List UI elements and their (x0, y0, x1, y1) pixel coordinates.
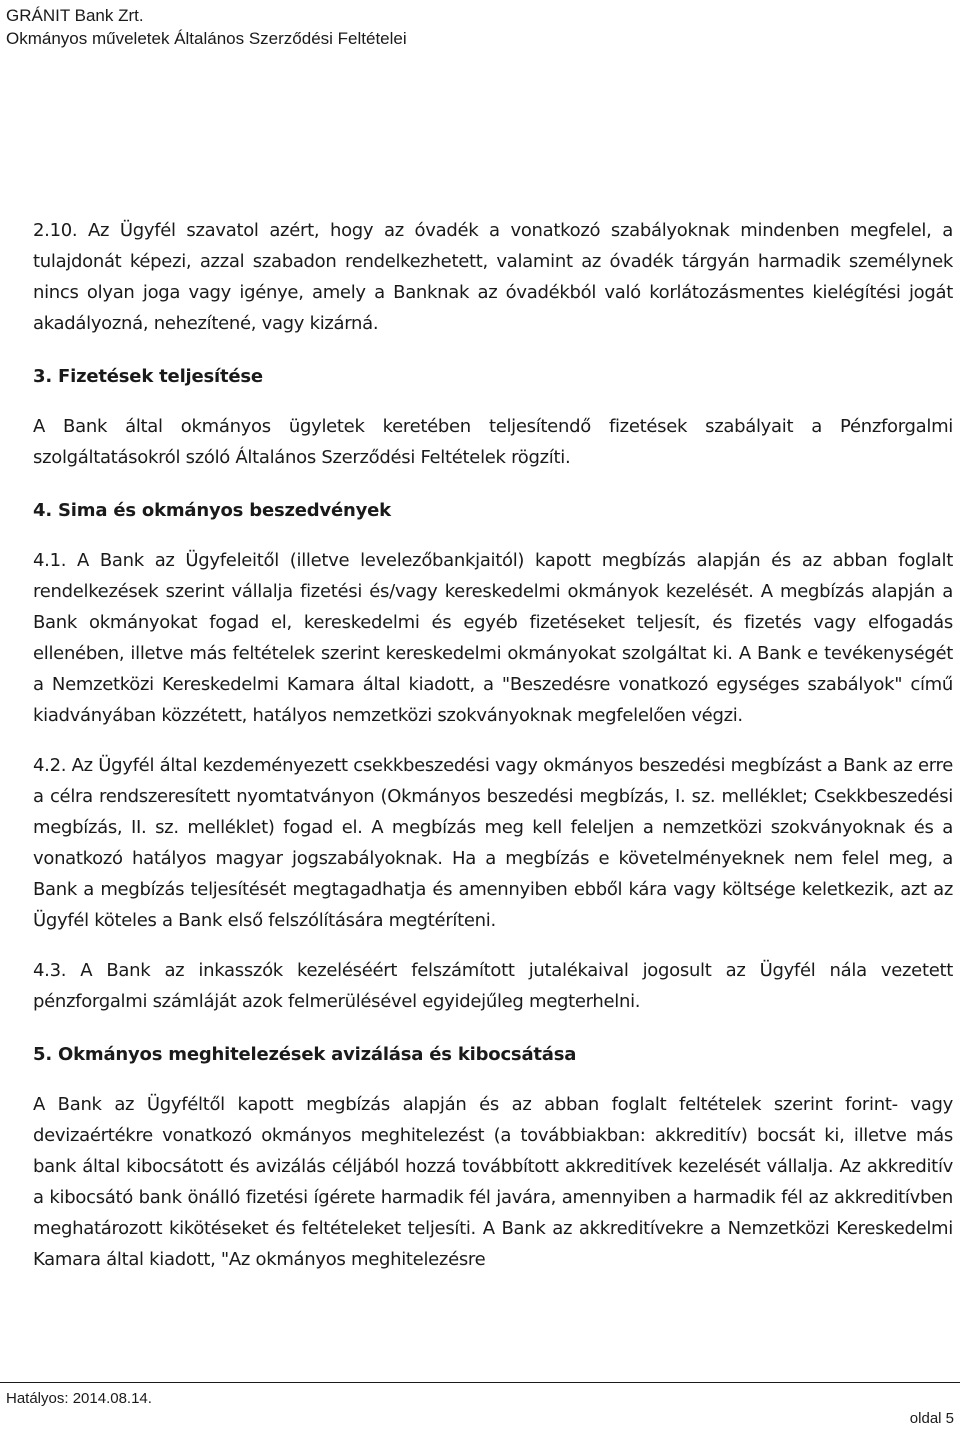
paragraph-2-10: 2.10. Az Ügyfél szavatol azért, hogy az óvadék a vonatkozó szabályoknak mindenben megfelel, a tulajdonát képezi, azzal szabadon rendelkezhetett, valamint az óvadék tárgyán harmadik személynek nincs olyan joga vagy igénye, amely a Banknak az óvadékból való korlátozásmentes kielégítési jogát akadályozná, nehezítené, vagy kizárná. (33, 220, 953, 334)
paragraph-5: A Bank az Ügyféltől kapott megbízás alapján és az abban foglalt feltételek szerint forint- vagy devizaértékre vonatkozó okmányos meghitelezést (a továbbiakban: akkreditív) bocsát ki, illetve más bank által kibocsátott és avizálás céljából hozzá továbbított akkreditívek kezelését vállalja. Az akkreditív a kibocsátó bank önálló fizetési ígérete harmadik fél javára, amennyiben a harmadik fél az akkreditívben meghatározott kikötéseket és feltételeket teljesíti. A Bank az akkreditívekre a Nemzetközi Kereskedelmi Kamara által kiadott, "Az okmányos meghitelezésre (33, 1094, 953, 1270)
section-heading-5: 5. Okmányos meghitelezések avizálása és kibocsátása (33, 1044, 577, 1065)
footer-divider (0, 1382, 960, 1383)
document-body (33, 215, 953, 1275)
document-title: Okmányos műveletek Általános Szerződési Feltételei (6, 29, 407, 48)
paragraph-4-1: 4.1. A Bank az Ügyfeleitől (illetve levelezőbankjaitól) kapott megbízás alapján és az abban foglalt rendelkezések szerint vállalja fizetési és/vagy kereskedelmi okmányok kezelését. A megbízás alapján a Bank okmányokat fogad el, kereskedelmi és egyéb fizetéseket teljesít, és fizetés vagy elfogadás ellenében, illetve más feltételek szerint kereskedelmi okmányokat szolgáltat ki. A Bank e tevékenységét a Nemzetközi Kereskedelmi Kamara által kiadott, a "Beszedésre vonatkozó egységes szabályok" című kiadványában közzétett, hatályos nemzetközi szokványoknak megfelelően végzi. (33, 550, 953, 726)
paragraph-4-2: 4.2. Az Ügyfél által kezdeményezett csekkbeszedési vagy okmányos beszedési megbízást a Bank az erre a célra rendszeresített nyomtatványon (Okmányos beszedési megbízás, I. sz. melléklet; Csekkbeszedési megbízás, II. sz. melléklet) fogad el. A megbízás meg kell feleljen a nemzetközi szokványoknak és a vonatkozó hatályos magyar jogszabályoknak. Ha a megbízás e követelményeknek nem felel meg, a Bank a megbízás teljesítését megtagadhatja és amennyiben ebből kára vagy költsége keletkezik, azt az Ügyfél köteles a Bank első felszólítására megtéríteni. (33, 755, 953, 931)
company-name: GRÁNIT Bank Zrt. (6, 6, 144, 25)
section-heading-4: 4. Sima és okmányos beszedvények (33, 500, 391, 521)
paragraph-3: A Bank által okmányos ügyletek keretében teljesítendő fizetések szabályait a Pénzforgalmi szolgáltatásokról szóló Általános Szerződési Feltételek rögzíti. (33, 416, 953, 468)
effective-date: Hatályos: 2014.08.14. (6, 1390, 152, 1407)
page-number: oldal 5 (909, 1410, 954, 1427)
paragraph-4-3: 4.3. A Bank az inkasszók kezeléséért felszámított jutalékaival jogosult az Ügyfél nála vezetett pénzforgalmi számláját azok felmerülésével egyidejűleg megterhelni. (33, 960, 953, 1012)
page-header (6, 4, 407, 50)
section-heading-3: 3. Fizetések teljesítése (33, 366, 263, 387)
